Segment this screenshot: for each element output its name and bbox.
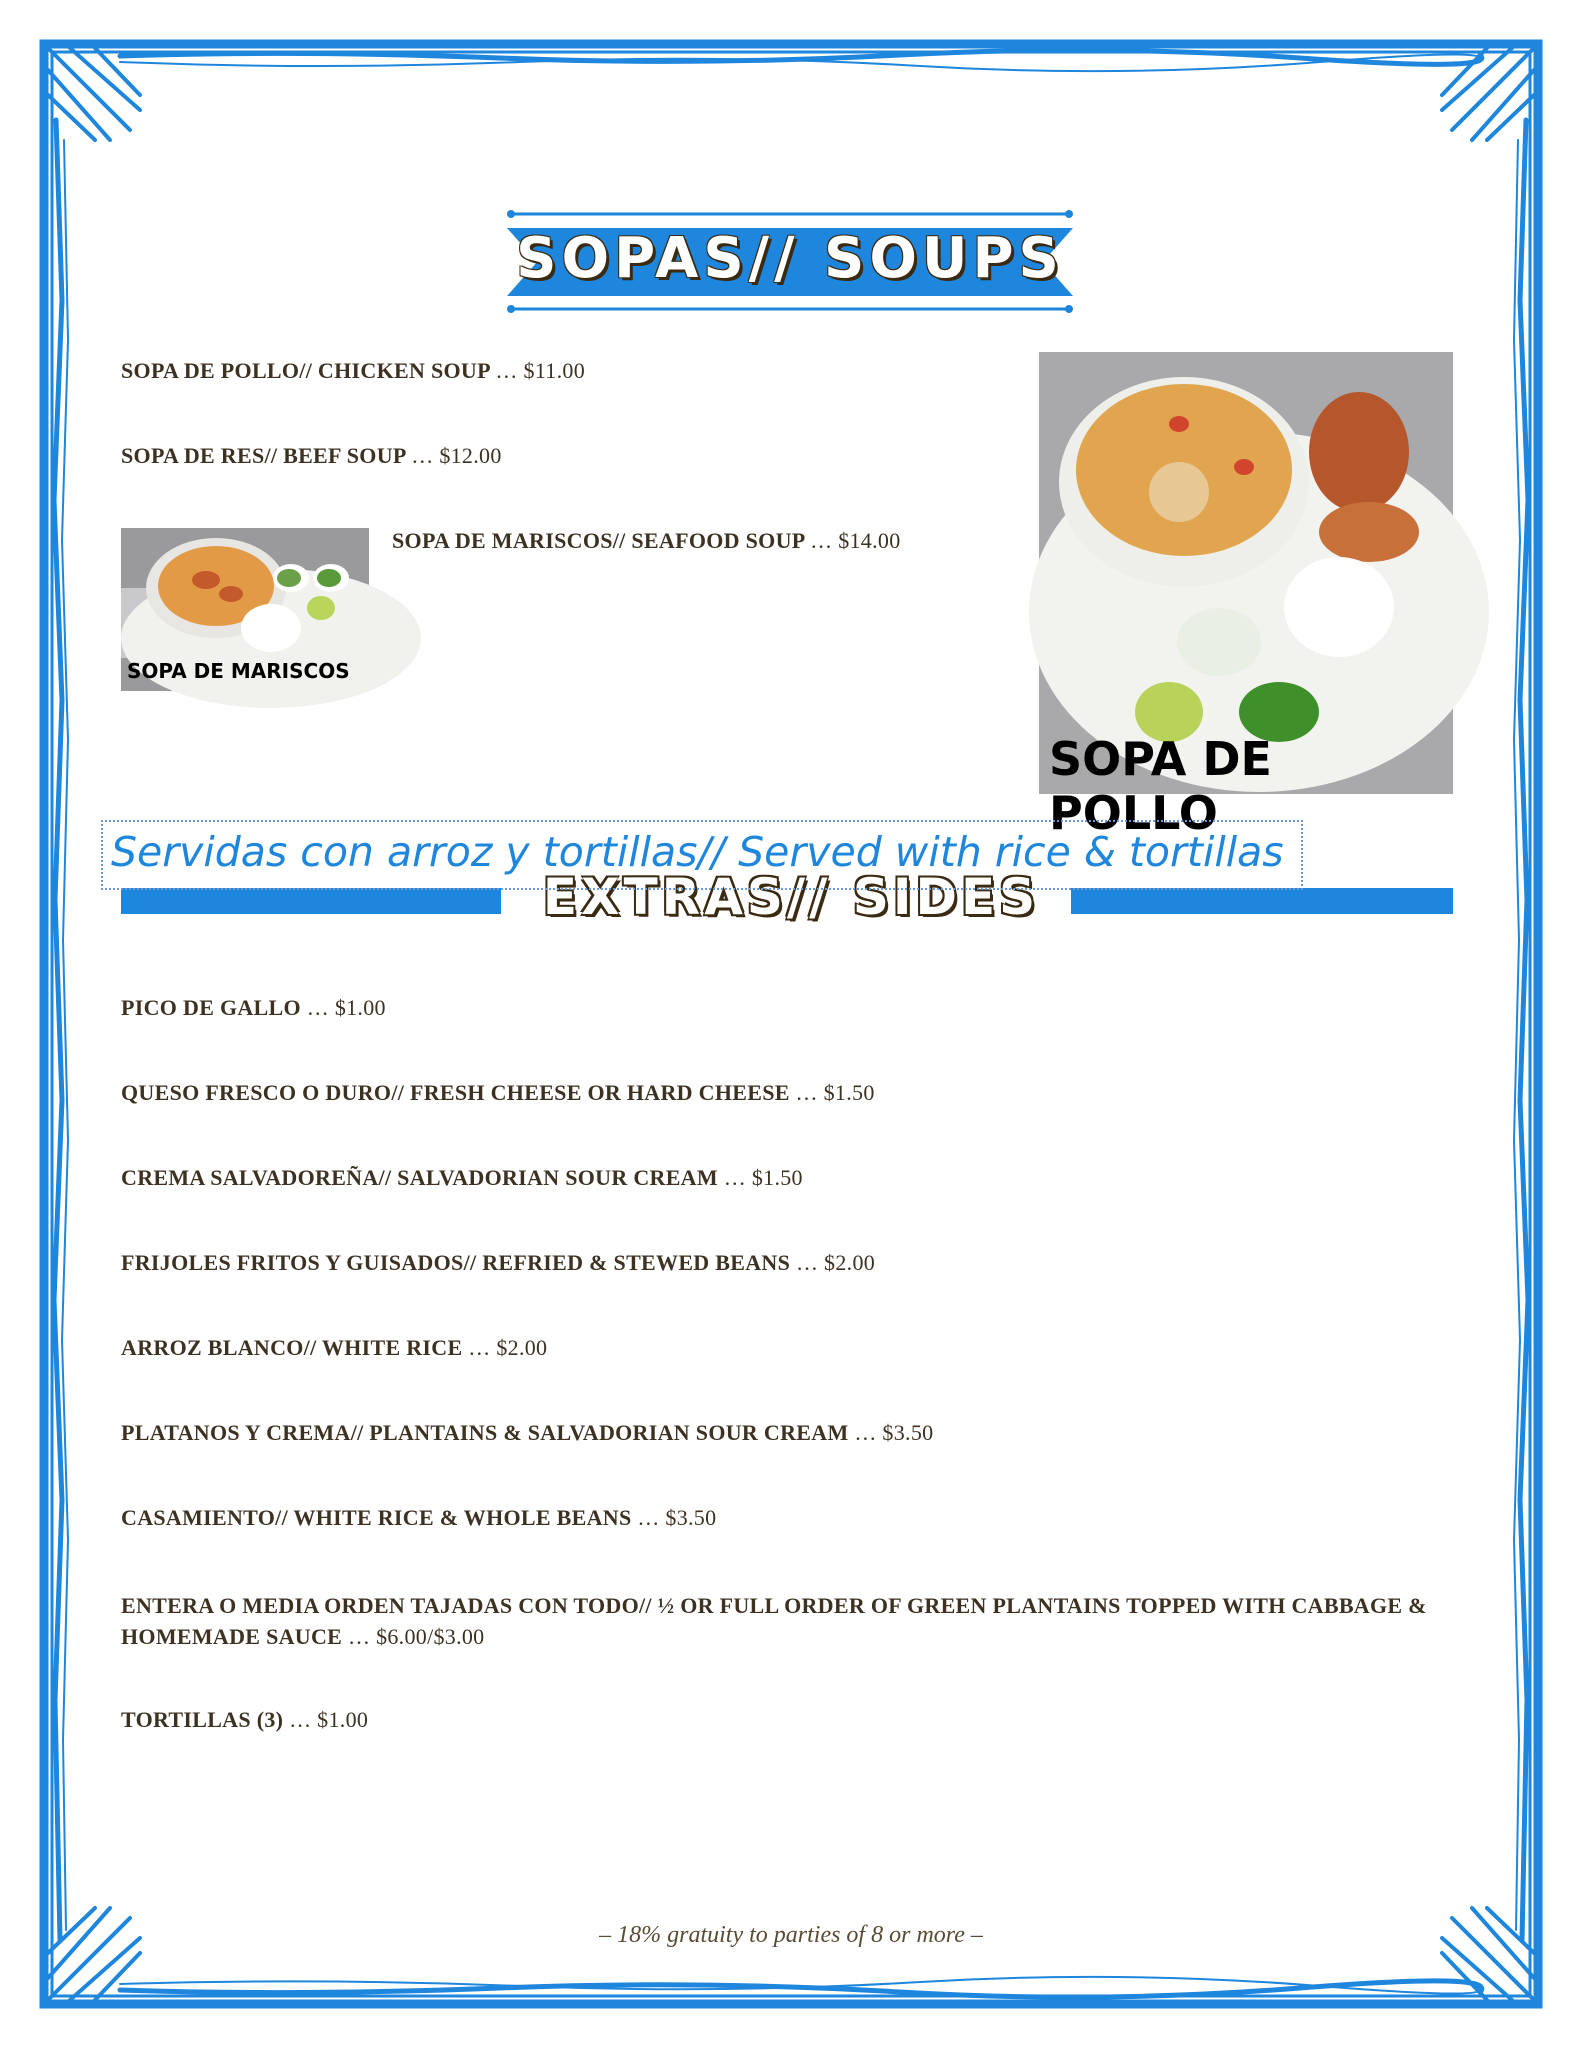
chicken-soup-photo [1039, 352, 1453, 840]
menu-item [121, 1335, 547, 1361]
menu-item [121, 1250, 875, 1276]
soups-section-banner [507, 210, 1073, 315]
item-price: … $6.00/$3.00 [347, 1624, 485, 1649]
item-name: ENTERA O MEDIA ORDEN TAJADAS CON TODO// ½ OR FULL ORDER OF GREEN PLANTAINS TOPPED WITH CABBAGE & HOMEMADE SAUCE [121, 1593, 1427, 1649]
chicken-soup-illustration [1039, 352, 1453, 794]
item-price: … $1.50 [723, 1165, 803, 1190]
item-price: … $14.00 [810, 528, 901, 553]
menu-item [121, 1420, 933, 1446]
item-name: CREMA SALVADOREÑA// SALVADORIAN SOUR CREAM [121, 1165, 718, 1190]
item-name: PLATANOS Y CREMA// PLANTAINS & SALVADORIAN SOUR CREAM [121, 1420, 849, 1445]
gratuity-note: – 18% gratuity to parties of 8 or more – [599, 1922, 983, 1948]
menu-item [121, 1165, 803, 1191]
sides-banner-rule-left [121, 888, 501, 914]
soups-section-title: SOPAS// SOUPS [516, 226, 1064, 291]
item-price: … $2.00 [468, 1335, 548, 1360]
photo-caption: SOPA DE POLLO [1049, 732, 1272, 840]
menu-item [121, 1707, 368, 1733]
menu-item [121, 1080, 875, 1106]
item-price: … $1.00 [289, 1707, 369, 1732]
item-name: CASAMIENTO// WHITE RICE & WHOLE BEANS [121, 1505, 632, 1530]
item-price: … $11.00 [495, 358, 586, 383]
item-name: FRIJOLES FRITOS Y GUISADOS// REFRIED & STEWED BEANS [121, 1250, 791, 1275]
item-name: QUESO FRESCO O DURO// FRESH CHEESE OR HARD CHEESE [121, 1080, 790, 1105]
item-name: SOPA DE POLLO// CHICKEN SOUP [121, 358, 490, 383]
menu-item [392, 528, 901, 554]
menu-item [121, 995, 386, 1021]
menu-item [121, 1505, 716, 1531]
item-name: PICO DE GALLO [121, 995, 301, 1020]
item-name: SOPA DE MARISCOS// SEAFOOD SOUP [392, 528, 805, 553]
served-note: Servidas con arroz y tortillas// Served with rice & tortillas [111, 828, 1284, 876]
item-price: … $1.50 [795, 1080, 875, 1105]
served-note-box [101, 820, 1303, 890]
menu-item [121, 358, 585, 384]
photo-caption: SOPA DE MARISCOS [127, 659, 350, 683]
sides-banner-rule-right [1071, 888, 1453, 914]
item-price: … $12.00 [411, 443, 502, 468]
item-price: … $1.00 [306, 995, 386, 1020]
menu-item [121, 1590, 1461, 1652]
item-price: … $3.50 [637, 1505, 717, 1530]
item-price: … $2.00 [795, 1250, 876, 1275]
item-name: ARROZ BLANCO// WHITE RICE [121, 1335, 463, 1360]
item-name: SOPA DE RES// BEEF SOUP [121, 443, 406, 468]
item-name: TORTILLAS (3) [121, 1707, 284, 1732]
item-price: … $3.50 [854, 1420, 934, 1445]
seafood-soup-photo [121, 528, 369, 691]
sides-section-title: EXTRAS// SIDES [542, 868, 1040, 926]
menu-item [121, 443, 502, 469]
